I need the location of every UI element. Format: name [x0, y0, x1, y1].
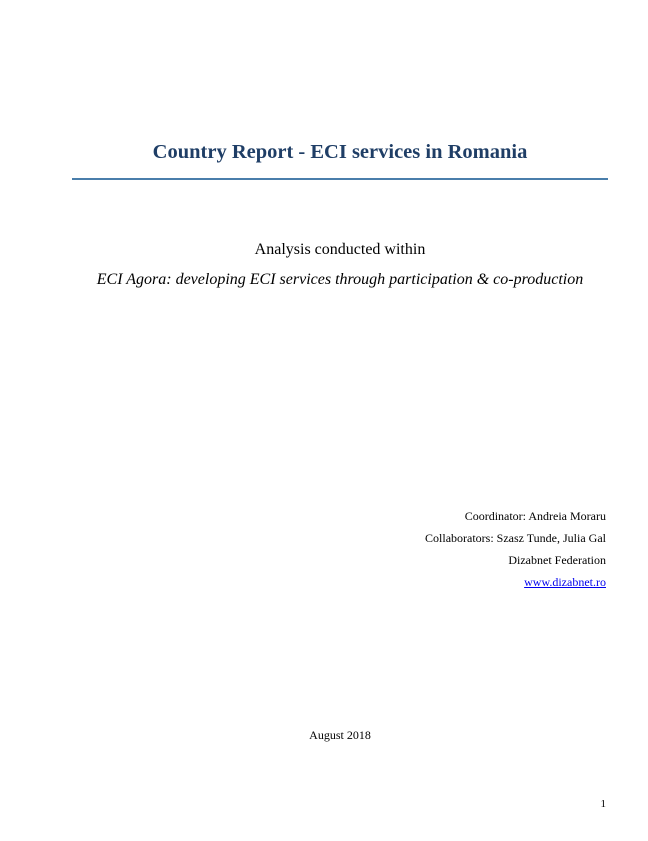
page-number: 1	[600, 798, 606, 810]
coordinator-line: Coordinator: Andreia Moraru	[464, 509, 606, 523]
report-date: August 2018	[309, 728, 371, 742]
organization-line: Dizabnet Federation	[508, 553, 606, 567]
title-divider	[72, 178, 608, 180]
document-title: Country Report - ECI services in Romania	[152, 141, 528, 163]
collaborators-line: Collaborators: Szasz Tunde, Julia Gal	[425, 531, 606, 545]
analysis-subtitle: Analysis conducted within	[254, 241, 426, 258]
credits-block	[425, 505, 606, 593]
project-name: ECI Agora: developing ECI services through participation & co-production	[96, 271, 584, 288]
website-link[interactable]: www.dizabnet.ro	[524, 575, 606, 589]
